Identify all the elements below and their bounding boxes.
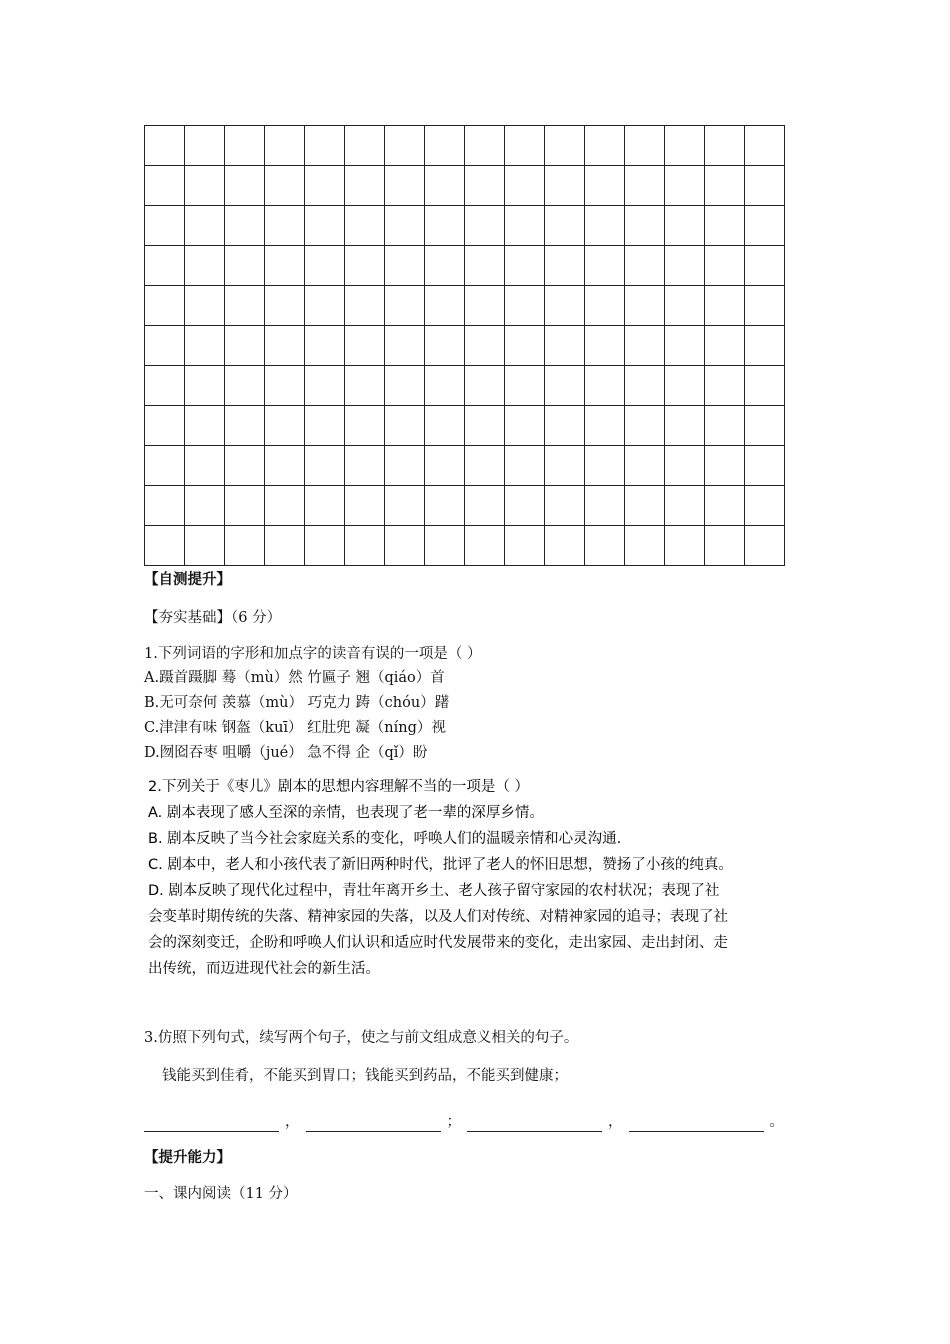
grid-cell[interactable] [145, 446, 185, 486]
grid-cell[interactable] [345, 126, 385, 166]
grid-cell[interactable] [545, 446, 585, 486]
grid-cell[interactable] [345, 526, 385, 566]
grid-cell[interactable] [745, 366, 785, 406]
grid-cell[interactable] [585, 326, 625, 366]
grid-cell[interactable] [465, 206, 505, 246]
grid-cell[interactable] [265, 246, 305, 286]
grid-cell[interactable] [505, 286, 545, 326]
q2-stem: 2.下列关于《枣儿》剧本的思想内容理解不当的一项是（ ） [148, 779, 529, 795]
grid-cell[interactable] [665, 126, 705, 166]
grid-cell[interactable] [185, 206, 225, 246]
grid-cell[interactable] [305, 166, 345, 206]
q1-stem: 1.下列词语的字形和加点字的读音有误的一项是（ ） [144, 646, 482, 662]
grid-cell[interactable] [705, 126, 745, 166]
q1-option-c: C.津津有味 钢盔（kuī） 红肚兜 凝（níng）视 [144, 720, 446, 736]
grid-cell[interactable] [545, 206, 585, 246]
basics-heading [144, 608, 281, 628]
grid-cell[interactable] [385, 126, 425, 166]
grid-cell[interactable] [385, 486, 425, 526]
q2-option-d-cont3: 出传统，而迈进现代社会的新生活。 [148, 961, 380, 977]
grid-cell[interactable] [505, 446, 545, 486]
grid-cell[interactable] [145, 246, 185, 286]
grid-cell[interactable] [425, 126, 465, 166]
grid-cell[interactable] [465, 406, 505, 446]
grid-cell[interactable] [745, 526, 785, 566]
grid-cell[interactable] [305, 366, 345, 406]
grid-cell[interactable] [305, 246, 345, 286]
grid-cell[interactable] [465, 366, 505, 406]
grid-cell[interactable] [745, 446, 785, 486]
grid-cell[interactable] [465, 486, 505, 526]
grid-cell[interactable] [185, 166, 225, 206]
grid-row [145, 406, 785, 446]
grid-cell[interactable] [505, 406, 545, 446]
q2-option-d-cont1: 会变革时期传统的失落、精神家园的失落，以及人们对传统、对精神家园的追寻；表现了社 [148, 909, 728, 925]
grid-cell[interactable] [545, 326, 585, 366]
q3-stem: 3.仿照下列句式，续写两个句子，使之与前文组成意义相关的句子。 [144, 1030, 579, 1046]
grid-cell[interactable] [465, 326, 505, 366]
grid-cell[interactable] [425, 366, 465, 406]
grid-cell[interactable] [705, 206, 745, 246]
q2-option-c: C. 剧本中，老人和小孩代表了新旧两种时代，批评了老人的怀旧思想，赞扬了小孩的纯真。 [148, 857, 733, 873]
grid-cell[interactable] [145, 526, 185, 566]
grid-cell[interactable] [505, 166, 545, 206]
grid-cell[interactable] [185, 526, 225, 566]
grid-cell[interactable] [305, 446, 345, 486]
grid-row [145, 126, 785, 166]
grid-cell[interactable] [545, 166, 585, 206]
grid-cell[interactable] [225, 486, 265, 526]
grid-cell[interactable] [705, 526, 745, 566]
grid-cell[interactable] [385, 206, 425, 246]
grid-cell[interactable] [545, 526, 585, 566]
grid-cell[interactable] [385, 406, 425, 446]
grid-cell[interactable] [265, 526, 305, 566]
grid-cell[interactable] [385, 286, 425, 326]
grid-row [145, 486, 785, 526]
grid-row [145, 446, 785, 486]
grid-cell[interactable] [425, 206, 465, 246]
grid-cell[interactable] [745, 246, 785, 286]
grid-cell[interactable] [265, 406, 305, 446]
blank-separator: 。 [769, 1114, 784, 1130]
answer-blank-1[interactable] [144, 1117, 279, 1132]
grid-cell[interactable] [465, 166, 505, 206]
grid-cell[interactable] [505, 206, 545, 246]
grid-cell[interactable] [305, 486, 345, 526]
answer-blank-4[interactable] [629, 1117, 764, 1132]
grid-cell[interactable] [585, 206, 625, 246]
grid-cell[interactable] [545, 246, 585, 286]
q1-option-d: D.囫囵吞枣 咀嚼（jué） 急不得 企（qǐ）盼 [144, 745, 428, 761]
grid-cell[interactable] [265, 206, 305, 246]
grid-cell[interactable] [225, 326, 265, 366]
grid-cell[interactable] [465, 126, 505, 166]
grid-cell[interactable] [145, 486, 185, 526]
grid-cell[interactable] [225, 246, 265, 286]
grid-cell[interactable] [345, 166, 385, 206]
grid-cell[interactable] [665, 326, 705, 366]
grid-cell[interactable] [305, 126, 345, 166]
grid-cell[interactable] [505, 486, 545, 526]
grid-cell[interactable] [345, 286, 385, 326]
grid-cell[interactable] [425, 166, 465, 206]
q1-option-b: B.无可奈何 羡慕（mù） 巧克力 踌（chóu）躇 [144, 695, 450, 711]
blank-separator: ， [285, 1114, 300, 1130]
grid-cell[interactable] [145, 286, 185, 326]
grid-cell[interactable] [545, 486, 585, 526]
grid-cell[interactable] [585, 126, 625, 166]
grid-cell[interactable] [305, 406, 345, 446]
grid-row [145, 526, 785, 566]
grid-cell[interactable] [665, 286, 705, 326]
grid-cell[interactable] [225, 366, 265, 406]
grid-cell[interactable] [545, 286, 585, 326]
grid-cell[interactable] [585, 286, 625, 326]
blank-separator: ， [608, 1114, 623, 1130]
grid-cell[interactable] [185, 126, 225, 166]
grid-cell[interactable] [145, 366, 185, 406]
grid-cell[interactable] [545, 406, 585, 446]
grid-cell[interactable] [145, 326, 185, 366]
grid-cell[interactable] [665, 206, 705, 246]
grid-cell[interactable] [665, 366, 705, 406]
grid-cell[interactable] [185, 286, 225, 326]
grid-cell[interactable] [225, 166, 265, 206]
grid-cell[interactable] [545, 126, 585, 166]
grid-cell[interactable] [185, 486, 225, 526]
grid-cell[interactable] [705, 366, 745, 406]
grid-cell[interactable] [265, 286, 305, 326]
grid-row [145, 246, 785, 286]
grid-cell[interactable] [625, 206, 665, 246]
grid-cell[interactable] [625, 326, 665, 366]
grid-cell[interactable] [265, 166, 305, 206]
q2-option-b: B. 剧本反映了当今社会家庭关系的变化，呼唤人们的温暖亲情和心灵沟通. [148, 831, 622, 847]
grid-row [145, 286, 785, 326]
answer-blank-3[interactable] [467, 1117, 602, 1132]
grid-cell[interactable] [145, 166, 185, 206]
grid-cell[interactable] [705, 446, 745, 486]
grid-row [145, 326, 785, 366]
grid-cell[interactable] [265, 446, 305, 486]
grid-cell[interactable] [305, 286, 345, 326]
grid-cell[interactable] [505, 366, 545, 406]
q1-option-a: A.蹑首蹑脚 蓦（mù）然 竹匾子 翘（qiáo）首 [144, 670, 445, 686]
grid-cell[interactable] [185, 446, 225, 486]
grid-cell[interactable] [225, 406, 265, 446]
q3-answer-blanks [144, 1112, 790, 1132]
grid-cell[interactable] [385, 246, 425, 286]
grid-cell[interactable] [745, 166, 785, 206]
grid-cell[interactable] [625, 246, 665, 286]
grid-cell[interactable] [345, 366, 385, 406]
grid-cell[interactable] [665, 486, 705, 526]
grid-cell[interactable] [625, 526, 665, 566]
answer-blank-2[interactable] [306, 1117, 441, 1132]
grid-cell[interactable] [545, 366, 585, 406]
grid-cell[interactable] [225, 446, 265, 486]
grid-cell[interactable] [705, 286, 745, 326]
grid-cell[interactable] [585, 486, 625, 526]
grid-cell[interactable] [185, 406, 225, 446]
grid-cell[interactable] [505, 526, 545, 566]
grid-cell[interactable] [665, 446, 705, 486]
grid-cell[interactable] [745, 206, 785, 246]
grid-cell[interactable] [345, 206, 385, 246]
grid-cell[interactable] [505, 126, 545, 166]
grid-cell[interactable] [145, 406, 185, 446]
grid-cell[interactable] [625, 486, 665, 526]
grid-cell[interactable] [145, 126, 185, 166]
grid-cell[interactable] [625, 126, 665, 166]
grid-cell[interactable] [345, 446, 385, 486]
basics-heading-label: 【夯实基础】 [144, 610, 231, 626]
reading-heading: 一、课内阅读（11 分） [144, 1186, 298, 1202]
q2-option-d-cont2: 会的深刻变迁，企盼和呼唤人们认识和适应时代发展带来的变化，走出家园、走出封闭、走 [148, 935, 728, 951]
grid-cell[interactable] [625, 406, 665, 446]
grid-cell[interactable] [425, 326, 465, 366]
grid-cell[interactable] [465, 286, 505, 326]
grid-cell[interactable] [465, 246, 505, 286]
grid-cell[interactable] [225, 286, 265, 326]
grid-cell[interactable] [705, 406, 745, 446]
grid-cell[interactable] [425, 446, 465, 486]
self-test-heading: 【自测提升】 [144, 571, 231, 588]
grid-row [145, 206, 785, 246]
grid-cell[interactable] [305, 326, 345, 366]
grid-cell[interactable] [585, 526, 625, 566]
grid-cell[interactable] [185, 246, 225, 286]
grid-cell[interactable] [185, 366, 225, 406]
grid-row [145, 366, 785, 406]
grid-cell[interactable] [705, 246, 745, 286]
q2-option-a: A. 剧本表现了感人至深的亲情，也表现了老一辈的深厚乡情。 [148, 805, 544, 821]
grid-cell[interactable] [345, 406, 385, 446]
grid-cell[interactable] [425, 406, 465, 446]
grid-cell[interactable] [425, 286, 465, 326]
ability-heading: 【提升能力】 [144, 1149, 231, 1166]
grid-cell[interactable] [625, 286, 665, 326]
grid-cell[interactable] [385, 526, 425, 566]
grid-cell[interactable] [625, 446, 665, 486]
grid-cell[interactable] [305, 206, 345, 246]
grid-cell[interactable] [385, 326, 425, 366]
grid-cell[interactable] [465, 526, 505, 566]
grid-cell[interactable] [225, 526, 265, 566]
basics-heading-score: （6 分） [231, 610, 282, 626]
q2-option-d: D. 剧本反映了现代化过程中，青壮年离开乡土、老人孩子留守家园的农村状况；表现了社 [148, 883, 720, 899]
grid-cell[interactable] [345, 326, 385, 366]
grid-cell[interactable] [185, 326, 225, 366]
grid-cell[interactable] [745, 406, 785, 446]
q3-example: 钱能买到佳肴，不能买到胃口；钱能买到药品，不能买到健康； [162, 1068, 568, 1084]
grid-cell[interactable] [225, 206, 265, 246]
grid-cell[interactable] [505, 326, 545, 366]
grid-cell[interactable] [385, 446, 425, 486]
grid-cell[interactable] [585, 166, 625, 206]
grid-cell[interactable] [665, 246, 705, 286]
grid-cell[interactable] [705, 326, 745, 366]
grid-cell[interactable] [265, 366, 305, 406]
grid-cell[interactable] [425, 246, 465, 286]
grid-cell[interactable] [385, 166, 425, 206]
grid-cell[interactable] [425, 526, 465, 566]
grid-cell[interactable] [665, 166, 705, 206]
grid-cell[interactable] [265, 126, 305, 166]
grid-cell[interactable] [665, 406, 705, 446]
grid-cell[interactable] [705, 486, 745, 526]
grid-cell[interactable] [345, 486, 385, 526]
grid-cell[interactable] [585, 366, 625, 406]
grid-cell[interactable] [625, 366, 665, 406]
grid-cell[interactable] [745, 126, 785, 166]
grid-cell[interactable] [265, 326, 305, 366]
grid-cell[interactable] [305, 526, 345, 566]
writing-grid [144, 125, 785, 566]
grid-cell[interactable] [585, 446, 625, 486]
grid-cell[interactable] [745, 326, 785, 366]
grid-cell[interactable] [665, 526, 705, 566]
grid-cell[interactable] [465, 446, 505, 486]
grid-cell[interactable] [625, 166, 665, 206]
grid-cell[interactable] [745, 486, 785, 526]
grid-cell[interactable] [225, 126, 265, 166]
grid-cell[interactable] [585, 246, 625, 286]
grid-cell[interactable] [745, 286, 785, 326]
blank-separator: ； [446, 1114, 461, 1130]
grid-cell[interactable] [385, 366, 425, 406]
grid-cell[interactable] [425, 486, 465, 526]
grid-cell[interactable] [145, 206, 185, 246]
grid-cell[interactable] [585, 406, 625, 446]
grid-cell[interactable] [705, 166, 745, 206]
grid-cell[interactable] [265, 486, 305, 526]
grid-cell[interactable] [505, 246, 545, 286]
grid-cell[interactable] [345, 246, 385, 286]
grid-row [145, 166, 785, 206]
